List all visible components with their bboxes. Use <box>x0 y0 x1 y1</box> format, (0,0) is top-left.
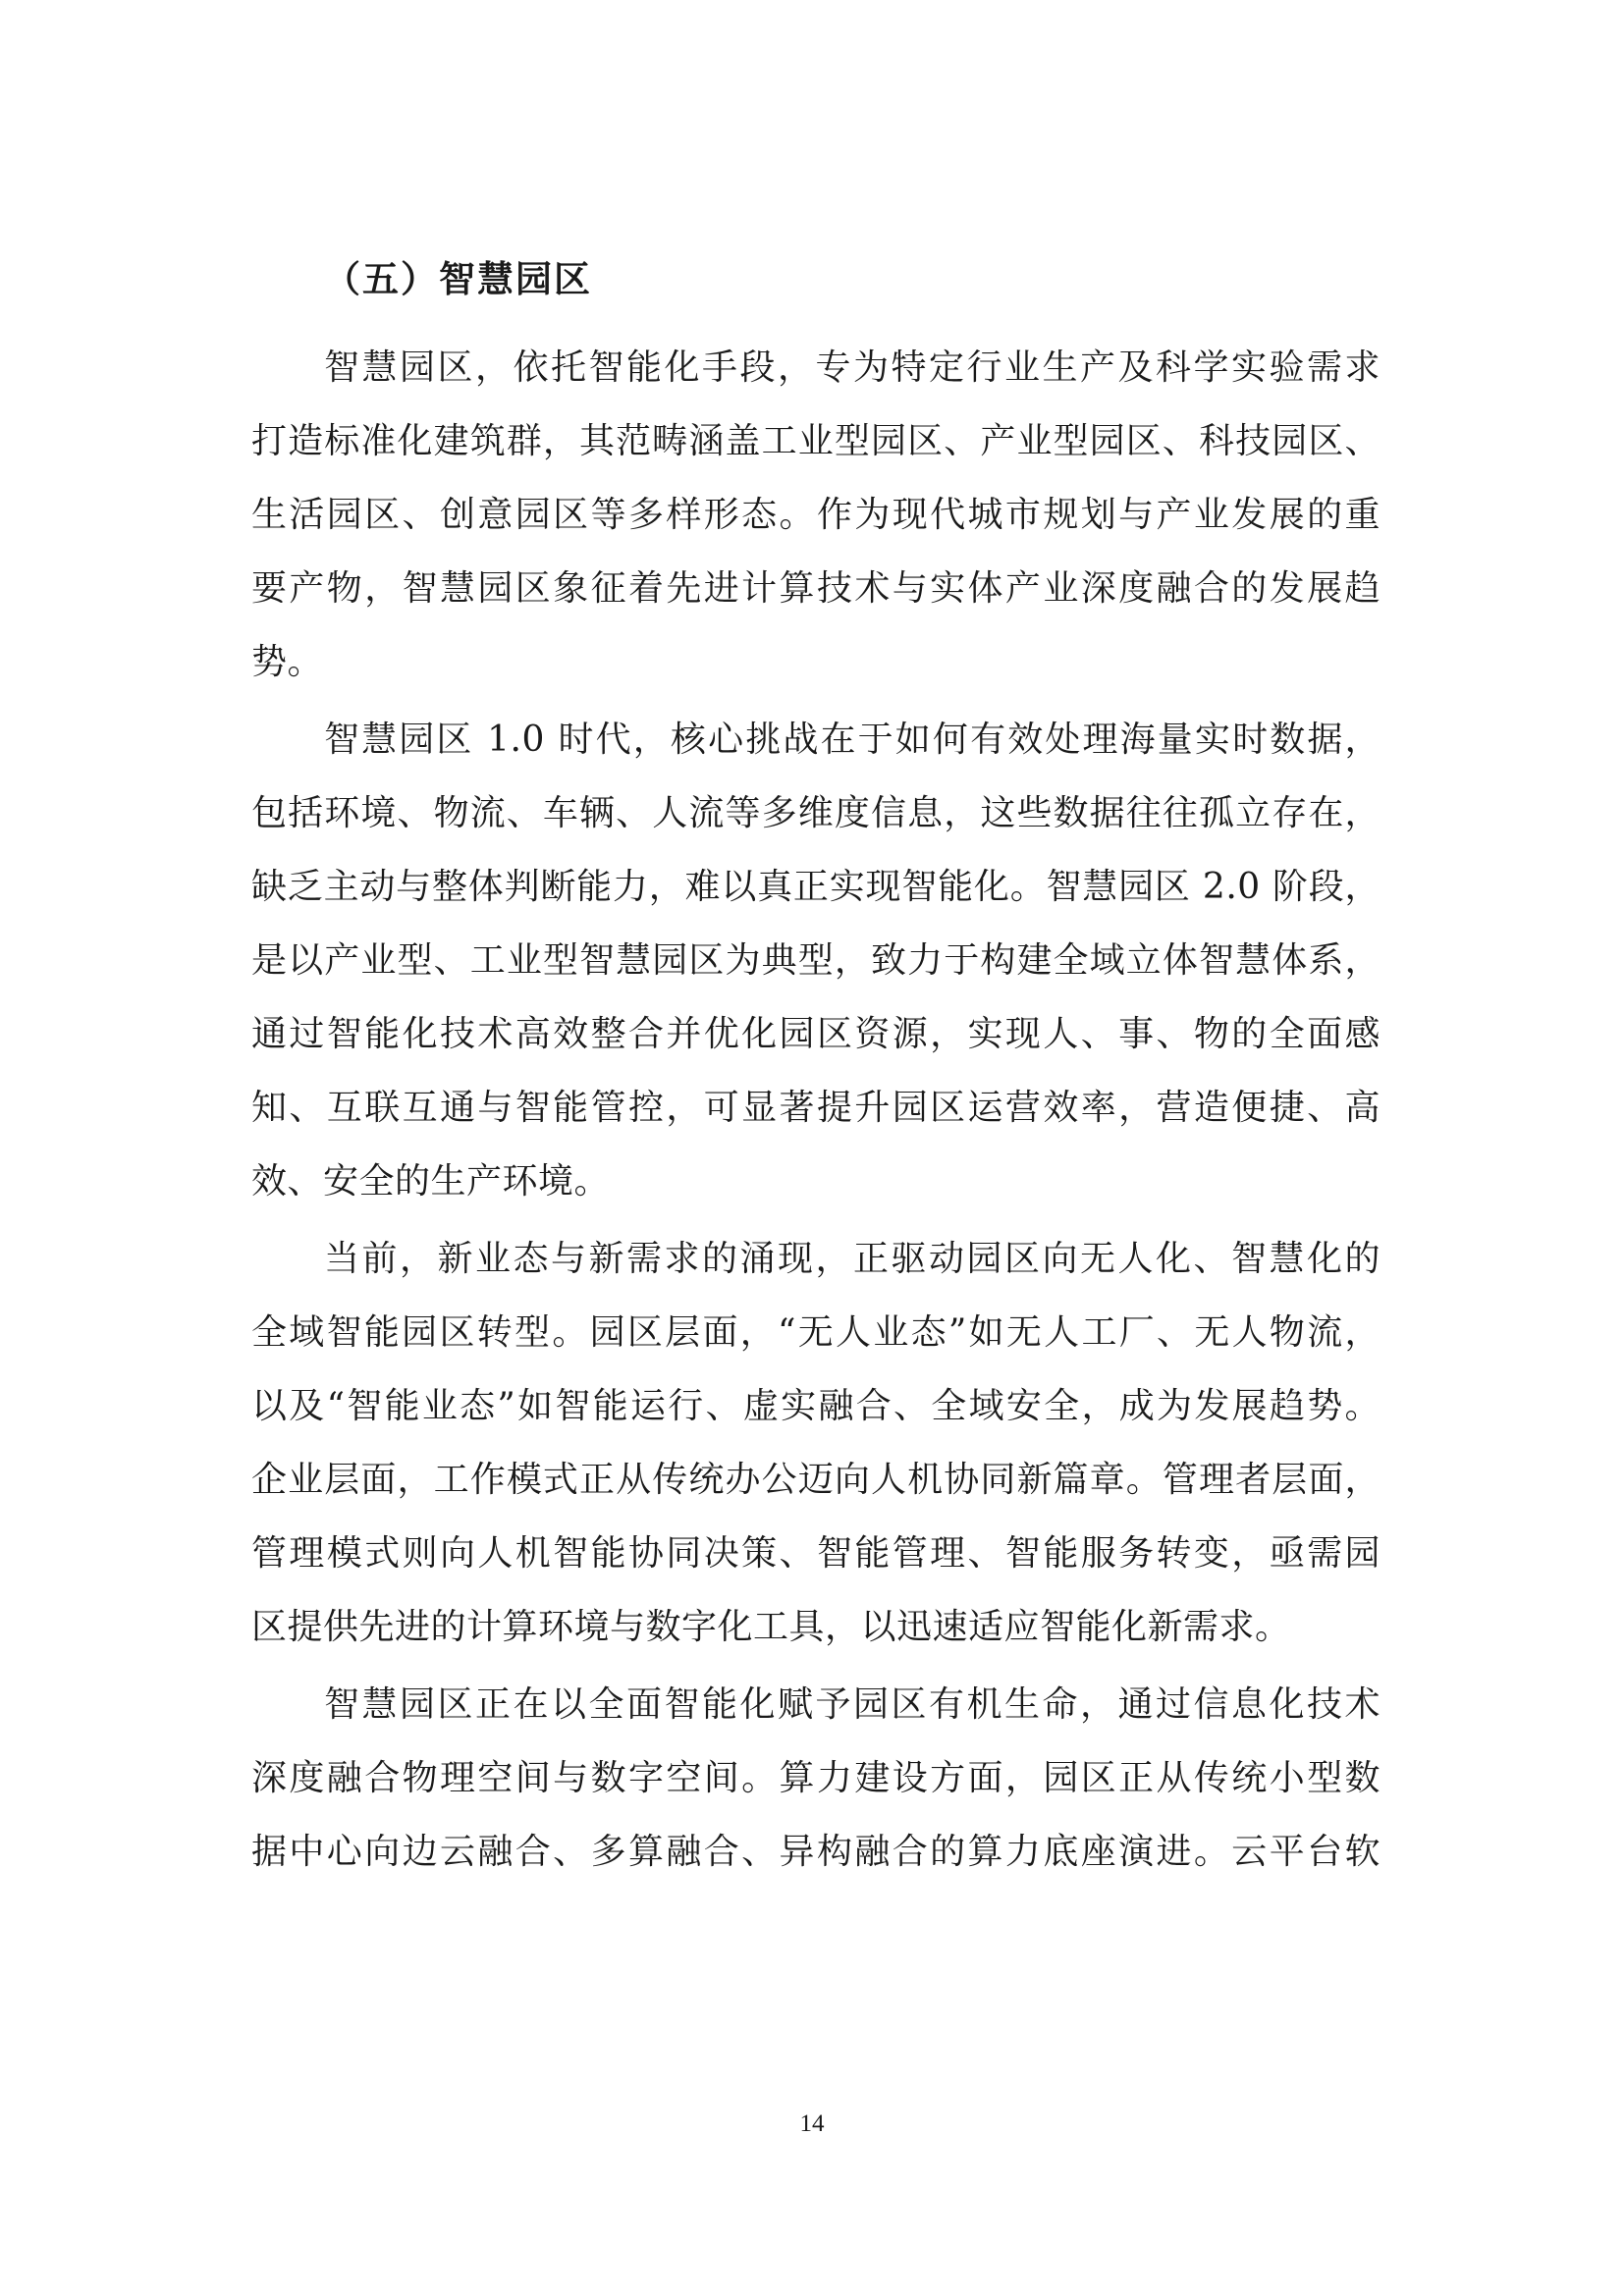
paragraph-3-line-3: 以及“智能业态”如智能运行、虚实融合、全域安全，成为发展趋势。 <box>251 1386 1380 1426</box>
paragraph-2-line-3: 缺乏主动与整体判断能力，难以真正实现智能化。智慧园区 2.0 阶段， <box>251 867 1380 907</box>
paragraph-2-line-7: 效、安全的生产环境。 <box>251 1161 611 1201</box>
paragraph-1-line-5: 势。 <box>251 642 324 682</box>
paragraph-1-line-4: 要产物，智慧园区象征着先进计算技术与实体产业深度融合的发展趋 <box>251 568 1380 609</box>
paragraph-1-line-1: 智慧园区，依托智能化手段，专为特定行业生产及科学实验需求 <box>324 347 1380 388</box>
paragraph-4-line-2: 深度融合物理空间与数字空间。算力建设方面，园区正从传统小型数 <box>251 1758 1380 1798</box>
page-number: 14 <box>799 2110 825 2137</box>
paragraph-1-line-3: 生活园区、创意园区等多样形态。作为现代城市规划与产业发展的重 <box>251 495 1380 535</box>
paragraph-4-line-3: 据中心向边云融合、多算融合、异构融合的算力底座演进。云平台软 <box>251 1832 1380 1872</box>
paragraph-2-line-2: 包括环境、物流、车辆、人流等多维度信息，这些数据往往孤立存在， <box>251 793 1380 833</box>
paragraph-3-line-1: 当前，新业态与新需求的涌现，正驱动园区向无人化、智慧化的 <box>324 1239 1380 1279</box>
paragraph-2-line-5: 通过智能化技术高效整合并优化园区资源，实现人、事、物的全面感 <box>251 1014 1380 1054</box>
section-heading: （五）智慧园区 <box>324 258 592 300</box>
paragraph-2-line-1: 智慧园区 1.0 时代，核心挑战在于如何有效处理海量实时数据， <box>324 720 1380 760</box>
paragraph-2-line-6: 知、互联互通与智能管控，可显著提升园区运营效率，营造便捷、高 <box>251 1088 1380 1128</box>
paragraph-3-line-2: 全域智能园区转型。园区层面，“无人业态”如无人工厂、无人物流， <box>251 1312 1380 1353</box>
paragraph-3-line-5: 管理模式则向人机智能协同决策、智能管理、智能服务转变，亟需园 <box>251 1533 1380 1574</box>
paragraph-3-line-6: 区提供先进的计算环境与数字化工具，以迅速适应智能化新需求。 <box>251 1607 1291 1647</box>
paragraph-3-line-4: 企业层面，工作模式正从传统办公迈向人机协同新篇章。管理者层面， <box>251 1460 1380 1500</box>
paragraph-2-line-4: 是以产业型、工业型智慧园区为典型，致力于构建全域立体智慧体系， <box>251 940 1380 981</box>
paragraph-4-line-1: 智慧园区正在以全面智能化赋予园区有机生命，通过信息化技术 <box>324 1684 1380 1725</box>
paragraph-1-line-2: 打造标准化建筑群，其范畴涵盖工业型园区、产业型园区、科技园区、 <box>251 421 1380 461</box>
